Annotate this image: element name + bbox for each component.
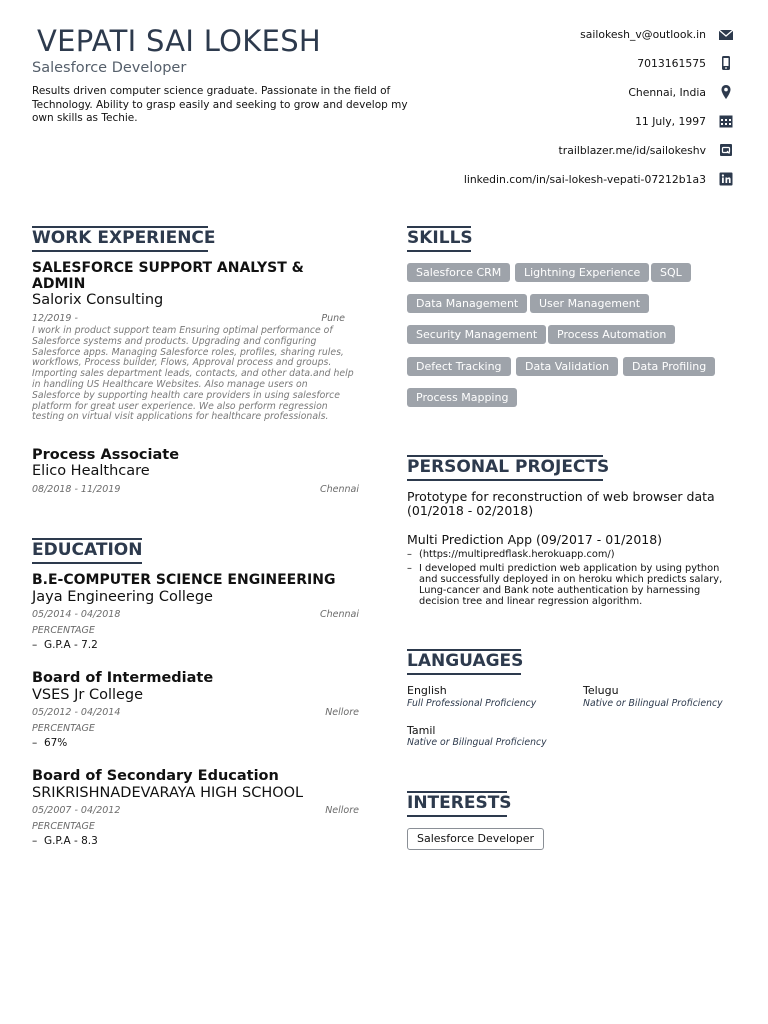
skill-tag: Data Profiling	[623, 357, 715, 376]
contact-email[interactable]: sailokesh_v@outlook.in	[580, 28, 706, 41]
edu-dates: 05/2007 - 04/2012	[32, 805, 121, 816]
envelope-icon	[718, 27, 734, 43]
school: SRIKRISHNADEVARAYA HIGH SCHOOL	[32, 785, 304, 801]
section-heading-interests: INTERESTS	[407, 793, 512, 813]
degree: Board of Secondary Education	[32, 768, 279, 784]
language-name: Tamil	[407, 724, 436, 737]
job-role: Salesforce Developer	[32, 60, 187, 76]
score-value: G.P.A - 8.3	[43, 835, 98, 847]
score-bullet: – G.P.A - 7.2	[32, 639, 98, 651]
candidate-name: VEPATI SAI LOKESH	[37, 24, 322, 58]
language-level: Native or Bilingual Proficiency	[407, 737, 547, 748]
contact-linkedin[interactable]: linkedin.com/in/sai-lokesh-vepati-07212b1a3	[463, 173, 706, 186]
section-rule	[407, 250, 471, 252]
map-pin-icon	[718, 84, 734, 100]
edu-location: Nellore	[325, 805, 359, 816]
edu-dates: 05/2012 - 04/2014	[32, 707, 121, 718]
edu-dates: 05/2014 - 04/2018	[32, 609, 121, 620]
skill-tag: Security Management	[407, 325, 546, 344]
contact-phone[interactable]: 7013161575	[637, 57, 706, 70]
skill-tag: Process Mapping	[407, 388, 517, 407]
mobile-phone-icon	[718, 55, 734, 71]
degree: B.E-COMPUTER SCIENCE ENGINEERING	[32, 572, 336, 588]
language-name: Telugu	[583, 684, 619, 697]
summary: Results driven computer science graduate. Passionate in the field of Technology. Ability to grasp easily and seeking to grow and develop my own skills as Techie.	[32, 85, 408, 124]
linkedin-icon	[718, 171, 734, 187]
section-rule	[32, 562, 142, 564]
section-heading-work: WORK EXPERIENCE	[32, 228, 216, 248]
link-badge-icon	[718, 142, 734, 158]
edu-location: Chennai	[319, 609, 359, 620]
language-level: Full Professional Proficiency	[407, 698, 537, 709]
skill-tag: Data Validation	[516, 357, 618, 376]
job-title: SALESFORCE SUPPORT ANALYST & ADMIN	[32, 260, 304, 292]
job-dates: 08/2018 - 11/2019	[32, 484, 121, 495]
score-value: G.P.A - 7.2	[43, 639, 98, 651]
bullet-dash: –	[407, 549, 412, 560]
bullet-dash: –	[407, 563, 412, 574]
skill-tag: Data Management	[407, 294, 527, 313]
section-rule	[407, 815, 507, 817]
language-level: Native or Bilingual Proficiency	[583, 698, 723, 709]
skill-tag: User Management	[530, 294, 649, 313]
job-title: Process Associate	[32, 447, 180, 463]
degree: Board of Intermediate	[32, 670, 214, 686]
section-heading-skills: SKILLS	[407, 228, 473, 248]
job-location: Chennai	[319, 484, 359, 495]
score-label: PERCENTAGE	[32, 625, 95, 636]
job-location: Pune	[321, 313, 345, 324]
school: VSES Jr College	[32, 687, 144, 703]
score-value: 67%	[43, 737, 68, 749]
section-heading-languages: LANGUAGES	[407, 651, 524, 671]
project-title: Prototype for reconstruction of web browser data (01/2018 - 02/2018)	[407, 489, 715, 518]
section-heading-projects: PERSONAL PROJECTS	[407, 457, 610, 477]
project-link[interactable]: (https://multipredflask.herokuapp.com/)	[419, 549, 615, 560]
interest-tag: Salesforce Developer	[407, 828, 544, 850]
score-bullet: – 67%	[32, 737, 68, 749]
section-rule	[32, 250, 208, 252]
job-description: I work in product support team Ensuring optimal performance of Salesforce systems and products. Upgrading and configuring Salesforce apps. Managing Salesforce roles, profiles, sharing rules, workflows, Process builder, Flows, Approval process and groups. Importing sales department leads, contacts, and other data.and help in handling US Healthcare Websites. Also manage users on Salesforce by supporting health care providers in using salesforce platform for great user experience. We also perform regression testing on virtual visit applications for healthcare professionals.	[32, 325, 354, 423]
score-bullet: – G.P.A - 8.3	[32, 835, 98, 847]
contact-dob: 11 July, 1997	[635, 115, 706, 128]
section-heading-education: EDUCATION	[32, 540, 143, 560]
score-label: PERCENTAGE	[32, 723, 95, 734]
contact-location: Chennai, India	[628, 86, 706, 99]
edu-location: Nellore	[325, 707, 359, 718]
skill-tag: SQL	[651, 263, 691, 282]
job-dates: 12/2019 -	[32, 313, 78, 324]
skill-tag: Defect Tracking	[407, 357, 511, 376]
job-company: Salorix Consulting	[32, 292, 164, 308]
project-title: Multi Prediction App (09/2017 - 01/2018)	[407, 532, 663, 547]
contact-trailblazer[interactable]: trailblazer.me/id/sailokeshv	[558, 144, 706, 157]
section-rule	[407, 479, 603, 481]
job-company: Elico Healthcare	[32, 463, 150, 479]
score-label: PERCENTAGE	[32, 821, 95, 832]
section-rule	[407, 673, 521, 675]
skill-tag: Process Automation	[548, 325, 675, 344]
project-description: I developed multi prediction web application by using python and successfully deployed in on heroku which predicts salary, Lung-cancer and Bank note authentication by harnessing decision tree and linear regression algorithm.	[419, 563, 723, 607]
language-name: English	[407, 684, 447, 697]
calendar-icon	[718, 113, 734, 129]
skill-tag: Salesforce CRM	[407, 263, 510, 282]
skill-tag: Lightning Experience	[515, 263, 649, 282]
school: Jaya Engineering College	[32, 589, 213, 605]
